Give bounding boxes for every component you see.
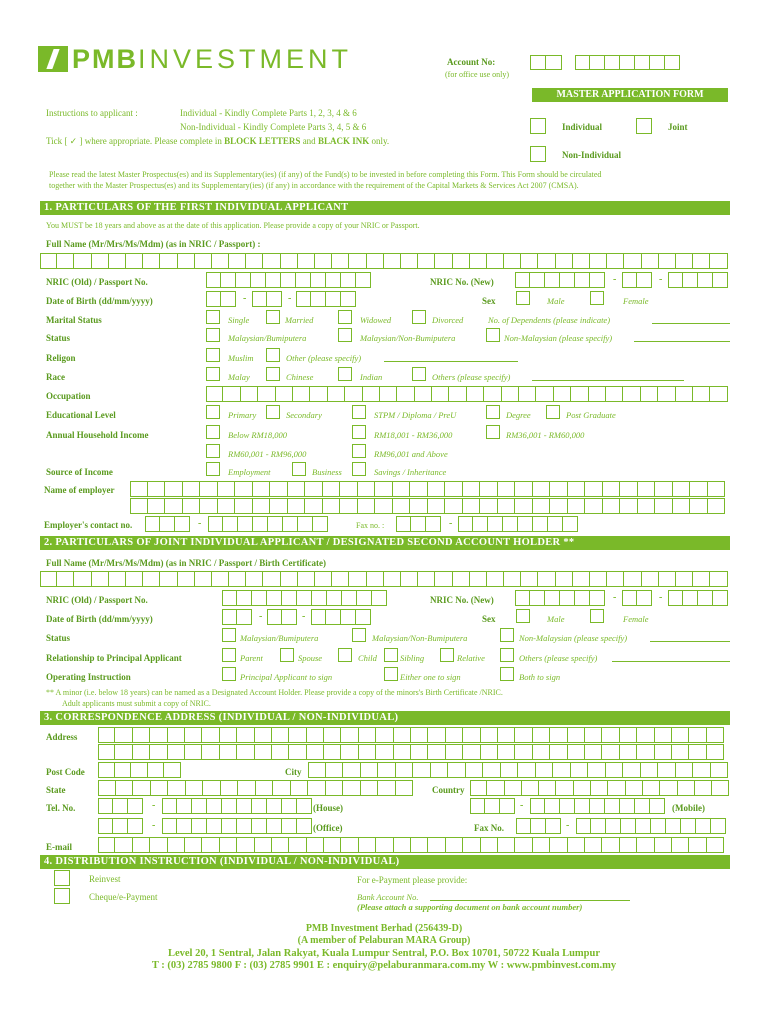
s2-male-checkbox[interactable] <box>516 609 530 623</box>
section-2-header: 2. PARTICULARS OF JOINT INDIVIDUAL APPLICANT / DESIGNATED SECOND ACCOUNT HOLDER ** <box>40 536 730 550</box>
section-4-header: 4. DISTRIBUTION INSTRUCTION (INDIVIDUAL / NON-INDIVIDUAL) <box>40 855 730 869</box>
tick-block-letters: BLOCK LETTERS <box>224 136 301 146</box>
prospectus-note-2: together with the Master Prospectus(es) and its Supplementary(ies) (if any) in accordance with the requirement of the Capital Markets & Services Act 2007 (CMSA). <box>49 181 579 190</box>
s1-nric-new-boxes-b[interactable] <box>622 272 652 288</box>
dash: - <box>288 293 292 304</box>
s1-secondary-checkbox[interactable] <box>266 405 280 419</box>
joint-label: Joint <box>668 122 688 132</box>
s2-principal-checkbox[interactable] <box>222 667 236 681</box>
s1-dob-label: Date of Birth (dd/mm/yyyy) <box>46 296 153 306</box>
s3-state-label: State <box>46 785 66 795</box>
account-no-boxes-a[interactable] <box>530 55 562 70</box>
s1-bumi-label: Malaysian/Bumiputera <box>228 333 307 343</box>
s3-address-boxes-2[interactable] <box>98 744 724 760</box>
s3-tel-office-b[interactable] <box>162 818 312 834</box>
s2-nric-new-label: NRIC No. (New) <box>430 595 494 605</box>
s1-chinese-label: Chinese <box>286 372 314 382</box>
dash: - <box>198 518 202 529</box>
s2-others-label: Others (please specify) <box>519 653 598 663</box>
s1-fullname-label: Full Name (Mr/Mrs/Ms/Mdm) (as in NRIC / Passport) : <box>46 239 261 249</box>
s2-either-checkbox[interactable] <box>384 667 398 681</box>
s2-parent-checkbox[interactable] <box>222 648 236 662</box>
tick-black-ink: BLACK INK <box>317 136 370 146</box>
s1-fullname-boxes[interactable] <box>40 253 728 269</box>
tick-only: only. <box>369 136 390 146</box>
s2-fullname-boxes[interactable] <box>40 571 728 587</box>
dash: - <box>152 820 156 831</box>
s2-spouse-checkbox[interactable] <box>280 648 294 662</box>
s1-employer-label: Name of employer <box>44 485 115 495</box>
s2-spouse-label: Spouse <box>298 653 323 663</box>
brand-logo <box>72 44 352 74</box>
s2-female-label: Female <box>623 614 649 624</box>
s3-tel-house-b[interactable] <box>162 798 312 814</box>
s1-indian-checkbox[interactable] <box>338 367 352 381</box>
pmb-logo-icon <box>38 46 68 72</box>
s3-postcode-label: Post Code <box>46 767 85 777</box>
s1-male-checkbox[interactable] <box>516 291 530 305</box>
s3-fax-b[interactable] <box>576 818 726 834</box>
s1-inc2-label: RM18,001 - RM36,000 <box>374 430 453 440</box>
s3-tel-label: Tel. No. <box>46 803 76 813</box>
s3-email-boxes[interactable] <box>98 837 724 853</box>
individual-label: Individual <box>562 122 603 132</box>
tick-text: Tick [ ✓ ] where appropriate. Please complete in <box>46 136 225 146</box>
s4-attach-note: (Please attach a supporting document on bank account number) <box>357 902 583 912</box>
s1-other-race-label: Others (please specify) <box>432 372 511 382</box>
s1-fax-a[interactable] <box>396 516 441 532</box>
s2-dob-label: Date of Birth (dd/mm/yyyy) <box>46 614 153 624</box>
s1-marital-label: Marital Status <box>46 315 102 325</box>
s1-nric-old-label: NRIC (Old) / Passport No. <box>46 277 148 287</box>
s3-postcode-boxes[interactable] <box>98 762 181 778</box>
s1-business-checkbox[interactable] <box>292 462 306 476</box>
dash: - <box>302 611 306 622</box>
s1-other-religion-line[interactable] <box>384 361 518 362</box>
s1-income-label: Annual Household Income <box>46 430 149 440</box>
s1-widowed-checkbox[interactable] <box>338 310 352 324</box>
non-individual-label: Non-Individual <box>562 150 622 160</box>
s2-both-checkbox[interactable] <box>500 667 514 681</box>
s1-other-religion-label: Other (please specify) <box>286 353 362 363</box>
footer-address: Level 20, 1 Sentral, Jalan Rakyat, Kuala Lumpur Sentral, P.O. Box 10701, 50722 Kuala Lumpur <box>167 948 600 959</box>
s1-inc2-checkbox[interactable] <box>352 425 366 439</box>
s1-primary-label: Primary <box>228 410 257 420</box>
s1-race-label: Race <box>46 372 65 382</box>
s1-dob-year[interactable] <box>296 291 356 307</box>
s1-savings-checkbox[interactable] <box>352 462 366 476</box>
s1-dob-month[interactable] <box>252 291 282 307</box>
s1-must-note: You MUST be 18 years and above as at the date of this application. Please provide a copy of your NRIC or Passport. <box>46 221 420 230</box>
s3-tel-house-a[interactable] <box>98 798 143 814</box>
s1-employer-boxes-1[interactable] <box>130 481 725 497</box>
footer-company: PMB Investment Berhad (256439-D) <box>305 923 463 934</box>
s1-single-label: Single <box>228 315 250 325</box>
non-individual-checkbox[interactable] <box>530 146 546 162</box>
s2-status-label: Status <box>46 633 71 643</box>
s1-inc3-label: RM36,001 - RM60,000 <box>506 430 585 440</box>
dash: - <box>259 611 263 622</box>
s3-address-label: Address <box>46 732 78 742</box>
s1-divorced-checkbox[interactable] <box>412 310 426 324</box>
s1-widowed-label: Widowed <box>360 315 392 325</box>
s1-employment-label: Employment <box>228 467 271 477</box>
account-no-boxes-b[interactable] <box>575 55 680 70</box>
s3-address-boxes-1[interactable] <box>98 727 724 743</box>
s2-principal-label: Principal Applicant to sign <box>240 672 333 682</box>
s2-dob-day[interactable] <box>222 609 252 625</box>
dash: - <box>520 800 524 811</box>
s4-epay-label: For e-Payment please provide: <box>357 875 468 885</box>
s2-adult-note: Adult applicants must submit a copy of NRIC. <box>62 699 211 708</box>
s1-emp-contact-a[interactable] <box>145 516 190 532</box>
dash: - <box>152 800 156 811</box>
s1-employment-checkbox[interactable] <box>206 462 220 476</box>
s2-female-checkbox[interactable] <box>590 609 604 623</box>
s2-nonmy-line[interactable] <box>650 641 730 642</box>
s3-email-label: E-mail <box>46 842 72 852</box>
dash: - <box>613 592 617 603</box>
s2-operating-label: Operating Instruction <box>46 672 131 682</box>
s3-country-label: Country <box>432 785 465 795</box>
s1-dob-day[interactable] <box>206 291 236 307</box>
s2-nric-new-boxes-c[interactable] <box>668 590 728 606</box>
s3-fax-label: Fax No. <box>474 823 504 833</box>
s1-emp-contact-b[interactable] <box>208 516 328 532</box>
s1-inc1-label: Below RM18,000 <box>228 430 288 440</box>
s1-occupation-boxes[interactable] <box>206 386 728 402</box>
s1-other-race-checkbox[interactable] <box>412 367 426 381</box>
s1-status-label: Status <box>46 333 71 343</box>
account-office-note: (for office use only) <box>445 70 510 79</box>
s2-either-label: Either one to sign <box>400 672 461 682</box>
individual-checkbox[interactable] <box>530 118 546 134</box>
s1-nric-old-boxes[interactable] <box>206 272 371 288</box>
s3-mobile-label: (Mobile) <box>672 803 705 813</box>
s4-cheque-label: Cheque/e-Payment <box>89 892 158 902</box>
s1-primary-checkbox[interactable] <box>206 405 220 419</box>
s2-both-label: Both to sign <box>519 672 561 682</box>
tick-and: and <box>300 136 318 146</box>
s1-inc5-checkbox[interactable] <box>352 444 366 458</box>
s1-business-label: Business <box>312 467 342 477</box>
s1-fax-label: Fax no. : <box>356 521 385 530</box>
s4-reinvest-checkbox[interactable] <box>54 870 70 886</box>
s1-other-religion-checkbox[interactable] <box>266 348 280 362</box>
s3-country-boxes[interactable] <box>470 780 729 796</box>
s1-nonbumi-checkbox[interactable] <box>338 328 352 342</box>
s2-child-checkbox[interactable] <box>338 648 352 662</box>
s1-sex-label: Sex <box>482 296 496 306</box>
s2-nonmy-label: Non-Malaysian (please specify) <box>519 633 628 643</box>
s1-married-label: Married <box>285 315 314 325</box>
s1-nonmy-checkbox[interactable] <box>486 328 500 342</box>
s3-city-label: City <box>285 767 302 777</box>
s1-employer-boxes-2[interactable] <box>130 498 725 514</box>
s2-dob-year[interactable] <box>311 609 371 625</box>
s1-occupation-label: Occupation <box>46 391 91 401</box>
s4-bank-line[interactable] <box>430 900 630 901</box>
section-3-header: 3. CORRESPONDENCE ADDRESS (INDIVIDUAL / NON-INDIVIDUAL) <box>40 711 730 725</box>
s2-nric-new-boxes-b[interactable] <box>622 590 652 606</box>
s1-muslim-label: Muslim <box>228 353 254 363</box>
s1-bumi-checkbox[interactable] <box>206 328 220 342</box>
s1-edu-label: Educational Level <box>46 410 116 420</box>
joint-checkbox[interactable] <box>636 118 652 134</box>
s1-stpm-checkbox[interactable] <box>352 405 366 419</box>
s1-inc3-checkbox[interactable] <box>486 425 500 439</box>
s1-indian-label: Indian <box>360 372 383 382</box>
s1-savings-label: Savings / Inheritance <box>374 467 447 477</box>
s1-female-checkbox[interactable] <box>590 291 604 305</box>
s1-inc4-label: RM60,001 - RM96,000 <box>228 449 307 459</box>
s1-dependents-label: No. of Dependents (please indicate) <box>488 315 611 325</box>
s1-stpm-label: STPM / Diploma / PreU <box>374 410 457 420</box>
s3-city-boxes[interactable] <box>308 762 728 778</box>
s2-sibling-checkbox[interactable] <box>384 648 398 662</box>
prospectus-note-1: Please read the latest Master Prospectus(es) and its Supplementary(ies) (if any) of the Fund(s) to be invested in before completing this Form. This Form should be circulated <box>49 170 602 179</box>
s2-relative-label: Relative <box>457 653 485 663</box>
brand-investment: INVESTMENT <box>138 44 353 74</box>
s1-malay-label: Malay <box>228 372 250 382</box>
brand-pmb: PMB <box>72 44 138 74</box>
s2-male-label: Male <box>547 614 565 624</box>
s2-bumi-checkbox[interactable] <box>222 628 236 642</box>
s3-state-boxes[interactable] <box>98 780 413 796</box>
dash: - <box>566 820 570 831</box>
s1-inc5-label: RM96,001 and Above <box>374 449 448 459</box>
s1-nonbumi-label: Malaysian/Non-Bumiputera <box>360 333 456 343</box>
s1-postgrad-label: Post Graduate <box>566 410 616 420</box>
instructions-line1: Individual - Kindly Complete Parts 1, 2, 3, 4 & 6 <box>180 108 357 118</box>
s1-degree-label: Degree <box>506 410 531 420</box>
dash: - <box>243 293 247 304</box>
s1-nonmy-line[interactable] <box>634 341 730 342</box>
s4-cheque-checkbox[interactable] <box>54 888 70 904</box>
s1-nric-new-boxes-a[interactable] <box>515 272 605 288</box>
s1-dependents-line[interactable] <box>652 323 730 324</box>
s1-inc1-checkbox[interactable] <box>206 425 220 439</box>
s1-source-label: Source of Income <box>46 467 113 477</box>
s1-divorced-label: Divorced <box>432 315 464 325</box>
s3-office-label: (Office) <box>313 823 343 833</box>
s2-nonmy-checkbox[interactable] <box>500 628 514 642</box>
s1-religion-label: Religon <box>46 353 76 363</box>
s1-fax-b[interactable] <box>458 516 578 532</box>
s1-married-checkbox[interactable] <box>266 310 280 324</box>
footer-contact: T : (03) 2785 9800 F : (03) 2785 9901 E : enquiry@pelaburanmara.com.my W : www.pmbinvest.com.my <box>151 960 617 971</box>
instructions-line2: Non-Individual - Kindly Complete Parts 3, 4, 5 & 6 <box>180 122 367 132</box>
s1-male-label: Male <box>547 296 565 306</box>
s1-nric-new-label: NRIC No. (New) <box>430 277 494 287</box>
s1-secondary-label: Secondary <box>286 410 322 420</box>
s1-chinese-checkbox[interactable] <box>266 367 280 381</box>
s2-others-checkbox[interactable] <box>500 648 514 662</box>
s2-nric-old-label: NRIC (Old) / Passport No. <box>46 595 148 605</box>
account-no-label: Account No: <box>447 57 496 67</box>
s2-minor-note: ** A minor (i.e. below 18 years) can be named as a Designated Account Holder. Please provide a copy of the minors's Birth Certificate /NRIC. <box>46 688 503 697</box>
s2-nric-old-boxes[interactable] <box>222 590 387 606</box>
s2-nonbumi-label: Malaysian/Non-Bumiputera <box>372 633 468 643</box>
s2-child-label: Child <box>358 653 377 663</box>
s3-house-label: (House) <box>313 803 343 813</box>
dash: - <box>613 274 617 285</box>
s4-reinvest-label: Reinvest <box>89 874 121 884</box>
s1-nonmy-label: Non-Malaysian (please specify) <box>504 333 613 343</box>
s2-nonbumi-checkbox[interactable] <box>352 628 366 642</box>
dash: - <box>449 518 453 529</box>
form-title: MASTER APPLICATION FORM <box>532 88 728 102</box>
s1-nric-new-boxes-c[interactable] <box>668 272 728 288</box>
s3-fax-a[interactable] <box>516 818 561 834</box>
s2-bumi-label: Malaysian/Bumiputera <box>240 633 319 643</box>
s1-other-race-line[interactable] <box>532 380 684 381</box>
instructions-tick <box>46 136 389 147</box>
s2-nric-new-boxes-a[interactable] <box>515 590 605 606</box>
s1-female-label: Female <box>623 296 649 306</box>
section-1-header: 1. PARTICULARS OF THE FIRST INDIVIDUAL APPLICANT <box>40 201 730 215</box>
s2-relative-checkbox[interactable] <box>440 648 454 662</box>
s2-fullname-label: Full Name (Mr/Mrs/Ms/Mdm) (as in NRIC / Passport / Birth Certificate) <box>46 558 326 568</box>
footer-member: (A member of Pelaburan MARA Group) <box>297 935 471 946</box>
s1-inc4-checkbox[interactable] <box>206 444 220 458</box>
s2-dob-month[interactable] <box>267 609 297 625</box>
s2-sibling-label: Sibling <box>400 653 425 663</box>
s1-single-checkbox[interactable] <box>206 310 220 324</box>
s3-tel-mobile-b[interactable] <box>530 798 665 814</box>
s2-others-line[interactable] <box>612 661 730 662</box>
s2-sex-label: Sex <box>482 614 496 624</box>
s1-muslim-checkbox[interactable] <box>206 348 220 362</box>
s1-postgrad-checkbox[interactable] <box>546 405 560 419</box>
s1-malay-checkbox[interactable] <box>206 367 220 381</box>
dash: - <box>659 592 663 603</box>
s1-degree-checkbox[interactable] <box>486 405 500 419</box>
s2-parent-label: Parent <box>240 653 263 663</box>
s4-bank-label: Bank Account No. <box>357 892 419 902</box>
s2-relationship-label: Relationship to Principal Applicant <box>46 653 182 663</box>
s3-tel-mobile-a[interactable] <box>470 798 515 814</box>
instructions-label: Instructions to applicant : <box>46 108 138 118</box>
dash: - <box>659 274 663 285</box>
s3-tel-office-a[interactable] <box>98 818 143 834</box>
s1-emp-contact-label: Employer's contact no. <box>44 520 133 530</box>
